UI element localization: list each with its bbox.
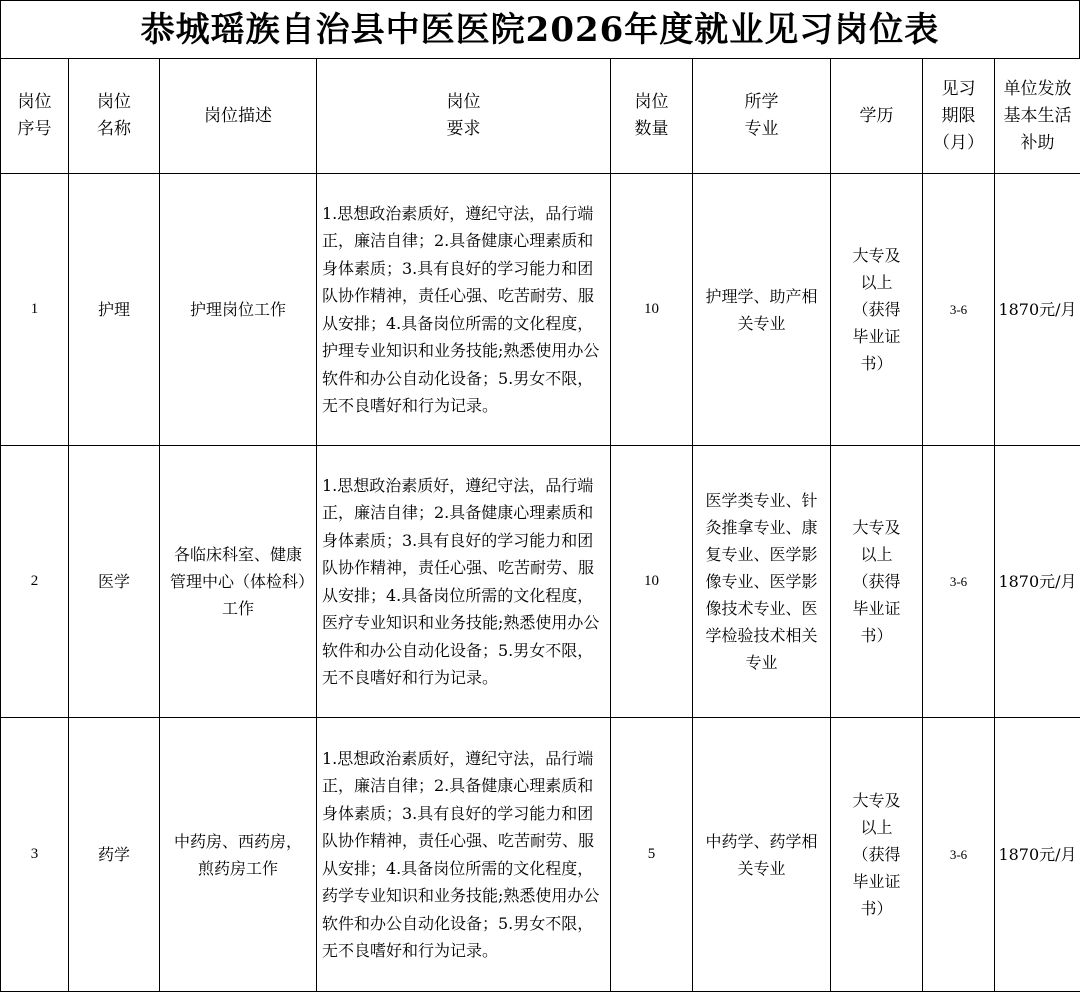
cell-period: 3-6 xyxy=(923,446,995,718)
cell-desc: 护理岗位工作 xyxy=(160,174,317,446)
header-req: 岗位 要求 xyxy=(317,59,611,174)
cell-major: 医学类专业、针灸推拿专业、康复专业、医学影像专业、医学影像技术专业、医学检验技术相关专业 xyxy=(693,446,831,718)
cell-req: 1.思想政治素质好，遵纪守法，品行端正，廉洁自律；2.具备健康心理素质和身体素质；3.具有良好的学习能力和团队协作精神，责任心强、吃苦耐劳、服从安排；4.具备岗位所需的文化程度，药学专业知识和业务技能;熟悉使用办公软件和办公自动化设备；5.男女不限，无不良嗜好和行为记录。 xyxy=(317,718,611,992)
cell-seq: 2 xyxy=(1,446,69,718)
table-row xyxy=(1,718,1080,992)
cell-name: 药学 xyxy=(69,718,160,992)
cell-count: 10 xyxy=(611,174,693,446)
header-period: 见习 期限 （月） xyxy=(923,59,995,174)
table-row xyxy=(1,174,1080,446)
cell-period: 3-6 xyxy=(923,718,995,992)
header-name: 岗位 名称 xyxy=(69,59,160,174)
cell-major: 中药学、药学相关专业 xyxy=(693,718,831,992)
cell-edu: 大专及以上（获得毕业证书） xyxy=(831,174,923,446)
cell-major: 护理学、助产相关专业 xyxy=(693,174,831,446)
table-row xyxy=(1,446,1080,718)
cell-count: 5 xyxy=(611,718,693,992)
cell-req: 1.思想政治素质好，遵纪守法，品行端正，廉洁自律；2.具备健康心理素质和身体素质；3.具有良好的学习能力和团队协作精神，责任心强、吃苦耐劳、服从安排；4.具备岗位所需的文化程度，护理专业知识和业务技能;熟悉使用办公软件和办公自动化设备；5.男女不限，无不良嗜好和行为记录。 xyxy=(317,174,611,446)
cell-edu: 大专及以上（获得毕业证书） xyxy=(831,718,923,992)
header-count: 岗位 数量 xyxy=(611,59,693,174)
header-subsidy: 单位发放 基本生活 补助 xyxy=(995,59,1080,174)
cell-name: 医学 xyxy=(69,446,160,718)
cell-count: 10 xyxy=(611,446,693,718)
cell-subsidy: 1870元/月 xyxy=(995,174,1080,446)
cell-name: 护理 xyxy=(69,174,160,446)
cell-desc: 中药房、西药房，煎药房工作 xyxy=(160,718,317,992)
cell-period: 3-6 xyxy=(923,174,995,446)
job-table xyxy=(0,58,1080,992)
header-desc: 岗位描述 xyxy=(160,59,317,174)
header-edu: 学历 xyxy=(831,59,923,174)
cell-subsidy: 1870元/月 xyxy=(995,718,1080,992)
cell-desc: 各临床科室、健康管理中心（体检科）工作 xyxy=(160,446,317,718)
cell-edu: 大专及以上（获得毕业证书） xyxy=(831,446,923,718)
page-title: 恭城瑶族自治县中医医院2026年度就业见习岗位表 xyxy=(141,13,940,47)
title-bar xyxy=(0,0,1080,58)
cell-seq: 1 xyxy=(1,174,69,446)
cell-subsidy: 1870元/月 xyxy=(995,446,1080,718)
cell-seq: 3 xyxy=(1,718,69,992)
cell-req: 1.思想政治素质好，遵纪守法，品行端正，廉洁自律；2.具备健康心理素质和身体素质；3.具有良好的学习能力和团队协作精神，责任心强、吃苦耐劳、服从安排；4.具备岗位所需的文化程度，医疗专业知识和业务技能;熟悉使用办公软件和办公自动化设备；5.男女不限，无不良嗜好和行为记录。 xyxy=(317,446,611,718)
header-major: 所学 专业 xyxy=(693,59,831,174)
table-header-row xyxy=(1,59,1080,174)
header-seq: 岗位 序号 xyxy=(1,59,69,174)
